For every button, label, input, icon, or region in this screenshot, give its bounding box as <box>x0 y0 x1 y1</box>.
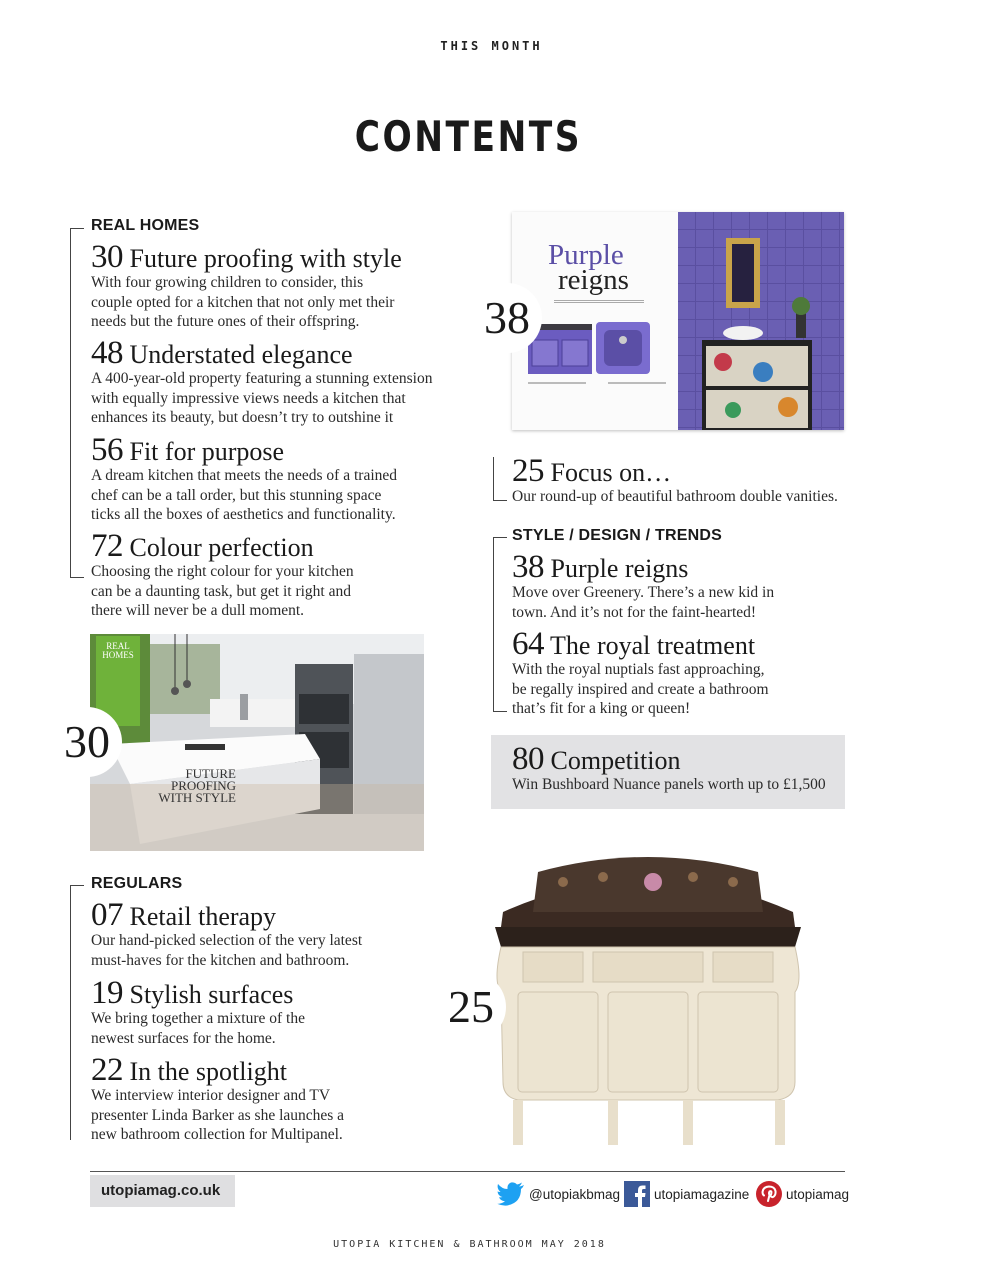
entry-desc-line: With four growing children to consider, this <box>91 274 364 291</box>
spread-text-lines <box>554 300 644 303</box>
double-vanity-image[interactable] <box>483 852 813 1152</box>
entry-desc-line: Choosing the right colour for your kitchen <box>91 563 354 580</box>
twitter-link[interactable] <box>497 1182 620 1206</box>
style-bracket <box>493 537 507 712</box>
entry-title: The royal treatment <box>550 631 756 660</box>
entry-desc-line: be regally inspired and create a bathroom <box>512 680 769 698</box>
entry-page-number: 19 <box>91 975 123 1011</box>
contents-entry[interactable] <box>91 432 398 525</box>
badge-text: HOMES <box>102 650 134 660</box>
entry-page-number: 56 <box>91 432 123 468</box>
purple-bathroom-illustration <box>678 212 844 430</box>
contents-entry <box>512 741 826 795</box>
focus-bracket <box>493 457 507 501</box>
entry-desc-line: newest surfaces for the home. <box>91 1029 276 1047</box>
entry-page-number: 48 <box>91 335 123 371</box>
entry-page-number: 30 <box>91 239 123 275</box>
badge-text: REAL <box>106 641 130 651</box>
entry-page-number: 72 <box>91 528 123 564</box>
spread-headline-line: PROOFING <box>170 778 236 793</box>
regulars-bracket <box>70 885 84 1140</box>
real-homes-bracket <box>70 228 84 578</box>
entry-title: Purple reigns <box>550 554 689 583</box>
entry-desc-line: with equally impressive views needs a kitchen that <box>91 389 406 407</box>
contents-entry[interactable] <box>512 626 769 719</box>
future-proofing-spread-image[interactable] <box>90 634 424 851</box>
entry-title: Future proofing with style <box>129 244 402 273</box>
entry-desc-line: enhances its beauty, but doesn’t try to outshine it <box>91 409 394 426</box>
entry-desc-line: With the royal nuptials fast approaching, <box>512 661 765 678</box>
spread-title-reigns: reigns <box>558 264 629 296</box>
contents-entry[interactable] <box>91 897 363 970</box>
entry-title: Focus on… <box>550 458 672 487</box>
website-link[interactable]: utopiamag.co.uk <box>90 1175 235 1207</box>
entry-desc-line: Our hand-picked selection of the very latest <box>91 932 363 949</box>
entry-desc-line: Our round-up of beautiful bathroom double vanities. <box>512 488 838 505</box>
spread-title-purple: Purple <box>548 239 624 271</box>
entry-desc-line: A dream kitchen that meets the needs of a trained <box>91 467 398 484</box>
competition-box[interactable] <box>491 735 845 809</box>
kitchen-illustration <box>90 634 424 851</box>
footer-divider <box>90 1171 845 1172</box>
entry-title: Stylish surfaces <box>129 980 294 1009</box>
contents-entry[interactable] <box>91 335 433 428</box>
entry-page-number: 22 <box>91 1052 123 1088</box>
contents-entry[interactable] <box>91 975 305 1048</box>
twitter-handle: @utopiakbmag <box>529 1186 621 1202</box>
entry-desc-line: presenter Linda Barker as she launches a <box>91 1106 345 1124</box>
page-title: CONTENTS <box>354 112 583 161</box>
style-design-trends-heading: STYLE / DESIGN / TRENDS <box>512 527 722 544</box>
pinterest-link[interactable] <box>756 1182 849 1206</box>
entry-title: Fit for purpose <box>129 437 285 466</box>
entry-desc-line: that’s fit for a king or queen! <box>512 700 691 717</box>
page-folio: UTOPIA KITCHEN & BATHROOM MAY 2018 <box>333 1239 606 1250</box>
facebook-icon <box>624 1181 650 1207</box>
entry-desc-line: there will never be a dull moment. <box>91 602 305 619</box>
spread-headline <box>146 768 236 804</box>
contents-entry[interactable] <box>91 528 354 621</box>
purple-reigns-spread-image[interactable] <box>512 212 844 430</box>
pinterest-icon <box>756 1181 782 1207</box>
entry-desc-line: Move over Greenery. There’s a new kid in <box>512 584 775 601</box>
entry-title: Understated elegance <box>129 340 353 369</box>
contents-entry[interactable] <box>91 239 402 332</box>
image-page-number-25: 25 <box>436 972 506 1042</box>
section-kicker: THIS MONTH <box>440 39 543 53</box>
entry-desc-line: couple opted for a kitchen that not only met their <box>91 293 395 311</box>
entry-desc-line: needs but the future ones of their offspring. <box>91 313 360 330</box>
contents-entry[interactable] <box>512 549 775 622</box>
entry-title: Colour perfection <box>129 533 314 562</box>
entry-desc-line: We bring together a mixture of the <box>91 1010 305 1027</box>
range-cooker-and-sink-illustration <box>526 320 676 390</box>
entry-desc-line: chef can be a tall order, but this stunning space <box>91 486 382 504</box>
image-page-number-38: 38 <box>472 283 542 353</box>
entry-title: In the spotlight <box>129 1057 287 1086</box>
entry-desc-line: new bathroom collection for Multipanel. <box>91 1126 343 1143</box>
spread-headline-line: FUTURE <box>185 766 236 781</box>
regulars-heading: REGULARS <box>91 875 183 892</box>
entry-title: Competition <box>550 746 681 775</box>
real-homes-heading: REAL HOMES <box>91 217 200 234</box>
entry-page-number: 64 <box>512 626 544 662</box>
entry-page-number: 80 <box>512 741 544 777</box>
facebook-link[interactable] <box>624 1182 749 1206</box>
twitter-icon <box>497 1182 525 1206</box>
entry-title: Retail therapy <box>129 902 277 931</box>
entry-desc-line: Win Bushboard Nuance panels worth up to £1,500 <box>512 776 826 793</box>
facebook-handle: utopiamagazine <box>654 1186 750 1202</box>
contents-entry[interactable] <box>91 1052 345 1145</box>
contents-entry[interactable] <box>512 453 838 507</box>
entry-desc-line: A 400-year-old property featuring a stunning extension <box>91 370 433 387</box>
entry-desc-line: must-haves for the kitchen and bathroom. <box>91 951 350 969</box>
entry-desc-line: town. And it’s not for the faint-hearted! <box>512 603 757 621</box>
spread-headline-line: WITH STYLE <box>158 790 236 805</box>
entry-desc-line: ticks all the boxes of aesthetics and functionality. <box>91 506 396 523</box>
entry-page-number: 38 <box>512 549 544 585</box>
image-page-number-30: 30 <box>52 707 122 777</box>
entry-page-number: 07 <box>91 897 123 933</box>
entry-page-number: 25 <box>512 453 544 489</box>
entry-desc-line: can be a daunting task, but get it right and <box>91 582 351 600</box>
pinterest-handle: utopiamag <box>786 1186 850 1202</box>
entry-desc-line: We interview interior designer and TV <box>91 1087 331 1104</box>
spread-right-page <box>678 212 844 430</box>
